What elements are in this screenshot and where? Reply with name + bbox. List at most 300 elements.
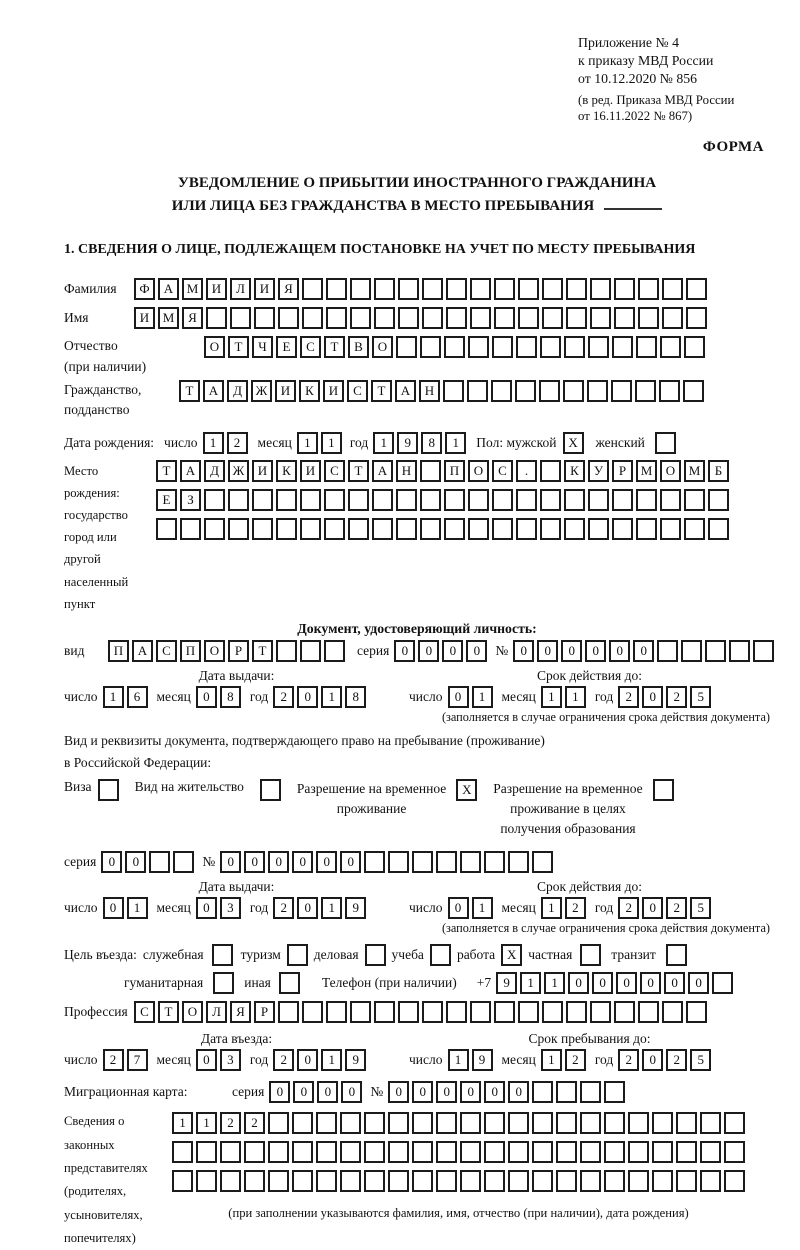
char-cell[interactable] (556, 1112, 577, 1134)
char-cell[interactable]: 0 (568, 972, 589, 994)
char-cell[interactable] (588, 518, 609, 540)
char-cell[interactable] (300, 489, 321, 511)
char-cell[interactable] (436, 1141, 457, 1163)
char-cell[interactable]: . (516, 460, 537, 482)
char-cell[interactable] (350, 278, 371, 300)
char-cell[interactable]: 0 (642, 686, 663, 708)
char-cell[interactable] (364, 1112, 385, 1134)
char-cell[interactable]: Р (254, 1001, 275, 1023)
char-cell[interactable] (372, 518, 393, 540)
char-cell[interactable] (542, 307, 563, 329)
char-cell[interactable] (508, 851, 529, 873)
char-cell[interactable] (492, 518, 513, 540)
char-cell[interactable]: Т (158, 1001, 179, 1023)
char-cell[interactable] (460, 1112, 481, 1134)
char-cell[interactable]: И (206, 278, 227, 300)
char-cell[interactable]: А (132, 640, 153, 662)
char-cell[interactable] (587, 380, 608, 402)
char-cell[interactable]: О (660, 460, 681, 482)
char-cell[interactable] (446, 278, 467, 300)
char-cell[interactable]: А (180, 460, 201, 482)
char-cell[interactable] (539, 380, 560, 402)
char-cell[interactable]: К (276, 460, 297, 482)
char-cell[interactable] (388, 851, 409, 873)
char-cell[interactable]: 1 (544, 972, 565, 994)
char-cell[interactable] (588, 336, 609, 358)
char-cell[interactable]: Т (252, 640, 273, 662)
char-cell[interactable] (244, 1170, 265, 1192)
char-cell[interactable]: Е (276, 336, 297, 358)
char-cell[interactable] (446, 307, 467, 329)
char-cell[interactable] (676, 1112, 697, 1134)
char-cell[interactable] (518, 307, 539, 329)
char-cell[interactable]: И (323, 380, 344, 402)
char-cell[interactable]: 1 (448, 1049, 469, 1071)
char-cell[interactable] (659, 380, 680, 402)
char-cell[interactable]: Ч (252, 336, 273, 358)
char-cell[interactable]: 0 (633, 640, 654, 662)
char-cell[interactable]: 0 (642, 897, 663, 919)
char-cell[interactable] (350, 307, 371, 329)
sex-male-checkbox[interactable]: X (563, 432, 584, 454)
char-cell[interactable] (753, 640, 774, 662)
char-cell[interactable]: Р (228, 640, 249, 662)
char-cell[interactable]: С (347, 380, 368, 402)
char-cell[interactable] (412, 1141, 433, 1163)
purpose-tourism-checkbox[interactable] (287, 944, 308, 966)
char-cell[interactable]: 9 (345, 897, 366, 919)
char-cell[interactable]: 1 (472, 897, 493, 919)
char-cell[interactable]: 0 (640, 972, 661, 994)
char-cell[interactable]: Ж (251, 380, 272, 402)
char-cell[interactable]: 0 (561, 640, 582, 662)
char-cell[interactable]: 2 (273, 1049, 294, 1071)
char-cell[interactable]: 2 (565, 897, 586, 919)
char-cell[interactable]: 0 (642, 1049, 663, 1071)
char-cell[interactable] (460, 851, 481, 873)
char-cell[interactable]: З (180, 489, 201, 511)
char-cell[interactable]: 7 (127, 1049, 148, 1071)
char-cell[interactable] (636, 489, 657, 511)
char-cell[interactable] (604, 1170, 625, 1192)
char-cell[interactable] (636, 518, 657, 540)
char-cell[interactable]: 2 (666, 686, 687, 708)
char-cell[interactable]: 0 (508, 1081, 529, 1103)
char-cell[interactable]: 0 (418, 640, 439, 662)
char-cell[interactable] (684, 518, 705, 540)
char-cell[interactable]: 0 (196, 897, 217, 919)
char-cell[interactable] (540, 489, 561, 511)
char-cell[interactable] (420, 518, 441, 540)
char-cell[interactable] (556, 1081, 577, 1103)
char-cell[interactable] (532, 1141, 553, 1163)
char-cell[interactable]: 1 (203, 432, 224, 454)
char-cell[interactable]: 9 (345, 1049, 366, 1071)
char-cell[interactable]: 0 (196, 1049, 217, 1071)
char-cell[interactable] (468, 518, 489, 540)
char-cell[interactable] (590, 278, 611, 300)
char-cell[interactable] (708, 518, 729, 540)
char-cell[interactable] (326, 1001, 347, 1023)
char-cell[interactable]: 8 (345, 686, 366, 708)
char-cell[interactable]: П (180, 640, 201, 662)
char-cell[interactable]: М (636, 460, 657, 482)
purpose-official-checkbox[interactable] (212, 944, 233, 966)
char-cell[interactable]: 0 (448, 897, 469, 919)
char-cell[interactable] (580, 1141, 601, 1163)
char-cell[interactable]: 0 (297, 897, 318, 919)
char-cell[interactable]: 0 (268, 851, 289, 873)
char-cell[interactable] (566, 307, 587, 329)
char-cell[interactable]: 2 (103, 1049, 124, 1071)
char-cell[interactable]: 0 (101, 851, 122, 873)
char-cell[interactable] (316, 1170, 337, 1192)
char-cell[interactable]: 2 (273, 897, 294, 919)
char-cell[interactable]: О (204, 640, 225, 662)
char-cell[interactable]: 8 (421, 432, 442, 454)
char-cell[interactable]: Р (612, 460, 633, 482)
char-cell[interactable]: 2 (565, 1049, 586, 1071)
sex-female-checkbox[interactable] (655, 432, 676, 454)
char-cell[interactable] (340, 1112, 361, 1134)
char-cell[interactable] (254, 307, 275, 329)
char-cell[interactable] (516, 336, 537, 358)
char-cell[interactable] (422, 1001, 443, 1023)
char-cell[interactable] (244, 1141, 265, 1163)
char-cell[interactable] (276, 489, 297, 511)
char-cell[interactable] (300, 640, 321, 662)
char-cell[interactable]: Л (206, 1001, 227, 1023)
char-cell[interactable]: 2 (618, 686, 639, 708)
char-cell[interactable]: Е (156, 489, 177, 511)
char-cell[interactable]: 0 (585, 640, 606, 662)
char-cell[interactable]: 8 (220, 686, 241, 708)
char-cell[interactable]: С (300, 336, 321, 358)
char-cell[interactable] (422, 307, 443, 329)
char-cell[interactable]: 1 (321, 432, 342, 454)
char-cell[interactable]: 0 (388, 1081, 409, 1103)
char-cell[interactable] (172, 1170, 193, 1192)
char-cell[interactable]: 2 (666, 897, 687, 919)
char-cell[interactable] (348, 518, 369, 540)
char-cell[interactable]: 0 (103, 897, 124, 919)
char-cell[interactable] (422, 278, 443, 300)
char-cell[interactable] (515, 380, 536, 402)
char-cell[interactable] (580, 1112, 601, 1134)
char-cell[interactable] (564, 489, 585, 511)
char-cell[interactable] (556, 1170, 577, 1192)
char-cell[interactable]: 0 (609, 640, 630, 662)
char-cell[interactable] (316, 1141, 337, 1163)
char-cell[interactable] (724, 1141, 745, 1163)
char-cell[interactable]: 0 (220, 851, 241, 873)
char-cell[interactable] (700, 1112, 721, 1134)
char-cell[interactable]: 9 (472, 1049, 493, 1071)
char-cell[interactable] (614, 278, 635, 300)
char-cell[interactable] (388, 1141, 409, 1163)
char-cell[interactable] (316, 1112, 337, 1134)
char-cell[interactable] (470, 1001, 491, 1023)
char-cell[interactable] (276, 640, 297, 662)
char-cell[interactable]: 1 (445, 432, 466, 454)
char-cell[interactable] (636, 336, 657, 358)
char-cell[interactable] (173, 851, 194, 873)
char-cell[interactable] (292, 1141, 313, 1163)
char-cell[interactable] (724, 1112, 745, 1134)
char-cell[interactable] (364, 1170, 385, 1192)
char-cell[interactable]: Т (179, 380, 200, 402)
char-cell[interactable] (700, 1170, 721, 1192)
char-cell[interactable] (470, 307, 491, 329)
char-cell[interactable]: О (182, 1001, 203, 1023)
char-cell[interactable] (652, 1141, 673, 1163)
char-cell[interactable] (292, 1112, 313, 1134)
char-cell[interactable]: 1 (127, 897, 148, 919)
char-cell[interactable] (686, 1001, 707, 1023)
char-cell[interactable] (326, 307, 347, 329)
residence-permit-checkbox[interactable] (260, 779, 281, 801)
char-cell[interactable] (494, 307, 515, 329)
char-cell[interactable] (611, 380, 632, 402)
char-cell[interactable] (228, 489, 249, 511)
char-cell[interactable]: 0 (317, 1081, 338, 1103)
char-cell[interactable]: 0 (340, 851, 361, 873)
char-cell[interactable] (484, 851, 505, 873)
char-cell[interactable]: А (395, 380, 416, 402)
char-cell[interactable]: 1 (373, 432, 394, 454)
char-cell[interactable] (398, 307, 419, 329)
char-cell[interactable]: У (588, 460, 609, 482)
char-cell[interactable] (612, 518, 633, 540)
char-cell[interactable]: А (158, 278, 179, 300)
char-cell[interactable]: О (372, 336, 393, 358)
char-cell[interactable] (388, 1170, 409, 1192)
char-cell[interactable] (556, 1141, 577, 1163)
char-cell[interactable] (708, 489, 729, 511)
char-cell[interactable] (662, 278, 683, 300)
char-cell[interactable] (635, 380, 656, 402)
char-cell[interactable] (172, 1141, 193, 1163)
char-cell[interactable] (444, 489, 465, 511)
char-cell[interactable] (292, 1170, 313, 1192)
char-cell[interactable]: И (254, 278, 275, 300)
char-cell[interactable] (278, 307, 299, 329)
char-cell[interactable] (374, 278, 395, 300)
char-cell[interactable] (230, 307, 251, 329)
char-cell[interactable] (564, 336, 585, 358)
char-cell[interactable] (412, 1170, 433, 1192)
char-cell[interactable]: 2 (244, 1112, 265, 1134)
char-cell[interactable] (220, 1170, 241, 1192)
char-cell[interactable]: 1 (541, 897, 562, 919)
char-cell[interactable]: Т (348, 460, 369, 482)
char-cell[interactable] (206, 307, 227, 329)
char-cell[interactable] (614, 1001, 635, 1023)
char-cell[interactable] (628, 1170, 649, 1192)
char-cell[interactable] (652, 1112, 673, 1134)
char-cell[interactable]: 2 (618, 897, 639, 919)
char-cell[interactable] (612, 336, 633, 358)
char-cell[interactable] (252, 489, 273, 511)
char-cell[interactable] (638, 1001, 659, 1023)
char-cell[interactable]: 0 (592, 972, 613, 994)
purpose-other-checkbox[interactable] (279, 972, 300, 994)
char-cell[interactable]: 2 (220, 1112, 241, 1134)
char-cell[interactable] (532, 1081, 553, 1103)
char-cell[interactable] (436, 1170, 457, 1192)
char-cell[interactable] (491, 380, 512, 402)
char-cell[interactable] (628, 1112, 649, 1134)
char-cell[interactable] (302, 1001, 323, 1023)
char-cell[interactable]: 0 (293, 1081, 314, 1103)
char-cell[interactable]: 1 (321, 1049, 342, 1071)
char-cell[interactable] (420, 460, 441, 482)
char-cell[interactable]: 0 (412, 1081, 433, 1103)
char-cell[interactable]: Н (419, 380, 440, 402)
char-cell[interactable] (540, 460, 561, 482)
char-cell[interactable]: И (275, 380, 296, 402)
char-cell[interactable] (660, 336, 681, 358)
purpose-private-checkbox[interactable] (580, 944, 601, 966)
char-cell[interactable]: 1 (172, 1112, 193, 1134)
char-cell[interactable]: Д (204, 460, 225, 482)
char-cell[interactable] (532, 1170, 553, 1192)
char-cell[interactable]: 1 (565, 686, 586, 708)
char-cell[interactable]: Т (371, 380, 392, 402)
char-cell[interactable] (657, 640, 678, 662)
char-cell[interactable] (300, 518, 321, 540)
char-cell[interactable] (340, 1170, 361, 1192)
char-cell[interactable]: А (203, 380, 224, 402)
char-cell[interactable] (149, 851, 170, 873)
char-cell[interactable]: 1 (297, 432, 318, 454)
temp-residence-edu-checkbox[interactable] (653, 779, 674, 801)
char-cell[interactable] (628, 1141, 649, 1163)
char-cell[interactable]: 0 (394, 640, 415, 662)
char-cell[interactable] (492, 489, 513, 511)
char-cell[interactable] (662, 307, 683, 329)
char-cell[interactable]: Ж (228, 460, 249, 482)
char-cell[interactable]: М (158, 307, 179, 329)
char-cell[interactable] (252, 518, 273, 540)
purpose-work-checkbox[interactable]: X (501, 944, 522, 966)
char-cell[interactable] (660, 489, 681, 511)
char-cell[interactable] (563, 380, 584, 402)
char-cell[interactable] (494, 1001, 515, 1023)
char-cell[interactable] (542, 1001, 563, 1023)
char-cell[interactable]: С (156, 640, 177, 662)
char-cell[interactable]: 0 (537, 640, 558, 662)
char-cell[interactable] (684, 489, 705, 511)
char-cell[interactable]: 0 (664, 972, 685, 994)
char-cell[interactable] (340, 1141, 361, 1163)
char-cell[interactable] (268, 1112, 289, 1134)
char-cell[interactable] (516, 518, 537, 540)
char-cell[interactable] (412, 1112, 433, 1134)
char-cell[interactable] (398, 278, 419, 300)
char-cell[interactable] (508, 1112, 529, 1134)
char-cell[interactable] (729, 640, 750, 662)
char-cell[interactable]: 0 (436, 1081, 457, 1103)
char-cell[interactable] (676, 1170, 697, 1192)
char-cell[interactable] (700, 1141, 721, 1163)
char-cell[interactable] (196, 1170, 217, 1192)
char-cell[interactable]: 0 (125, 851, 146, 873)
char-cell[interactable] (460, 1170, 481, 1192)
char-cell[interactable] (388, 1112, 409, 1134)
char-cell[interactable] (220, 1141, 241, 1163)
char-cell[interactable] (686, 278, 707, 300)
char-cell[interactable] (612, 489, 633, 511)
char-cell[interactable]: С (324, 460, 345, 482)
char-cell[interactable] (662, 1001, 683, 1023)
char-cell[interactable] (686, 307, 707, 329)
char-cell[interactable] (444, 518, 465, 540)
char-cell[interactable]: 1 (103, 686, 124, 708)
purpose-humanitarian-checkbox[interactable] (213, 972, 234, 994)
char-cell[interactable]: 1 (541, 1049, 562, 1071)
char-cell[interactable]: 0 (341, 1081, 362, 1103)
char-cell[interactable] (724, 1170, 745, 1192)
char-cell[interactable] (204, 489, 225, 511)
char-cell[interactable]: 5 (690, 686, 711, 708)
char-cell[interactable]: 9 (496, 972, 517, 994)
char-cell[interactable] (324, 489, 345, 511)
char-cell[interactable] (276, 518, 297, 540)
char-cell[interactable] (350, 1001, 371, 1023)
char-cell[interactable]: 0 (196, 686, 217, 708)
char-cell[interactable] (374, 307, 395, 329)
char-cell[interactable]: И (252, 460, 273, 482)
char-cell[interactable]: 2 (618, 1049, 639, 1071)
char-cell[interactable]: 0 (460, 1081, 481, 1103)
char-cell[interactable] (652, 1170, 673, 1192)
char-cell[interactable]: 1 (321, 897, 342, 919)
char-cell[interactable] (484, 1170, 505, 1192)
char-cell[interactable] (446, 1001, 467, 1023)
char-cell[interactable] (412, 851, 433, 873)
char-cell[interactable]: Т (156, 460, 177, 482)
char-cell[interactable]: 5 (690, 1049, 711, 1071)
char-cell[interactable] (604, 1112, 625, 1134)
char-cell[interactable] (374, 1001, 395, 1023)
char-cell[interactable] (604, 1141, 625, 1163)
char-cell[interactable] (156, 518, 177, 540)
char-cell[interactable]: С (134, 1001, 155, 1023)
char-cell[interactable] (326, 278, 347, 300)
temp-residence-checkbox[interactable]: X (456, 779, 477, 801)
char-cell[interactable] (420, 336, 441, 358)
char-cell[interactable] (436, 851, 457, 873)
char-cell[interactable]: 0 (269, 1081, 290, 1103)
char-cell[interactable] (196, 1141, 217, 1163)
char-cell[interactable] (542, 278, 563, 300)
char-cell[interactable] (532, 1112, 553, 1134)
char-cell[interactable] (324, 518, 345, 540)
char-cell[interactable] (180, 518, 201, 540)
char-cell[interactable] (676, 1141, 697, 1163)
char-cell[interactable] (564, 518, 585, 540)
char-cell[interactable]: 0 (484, 1081, 505, 1103)
char-cell[interactable]: 1 (321, 686, 342, 708)
visa-checkbox[interactable] (98, 779, 119, 801)
char-cell[interactable] (518, 1001, 539, 1023)
char-cell[interactable]: Т (324, 336, 345, 358)
char-cell[interactable]: 1 (472, 686, 493, 708)
char-cell[interactable]: 3 (220, 1049, 241, 1071)
char-cell[interactable] (278, 1001, 299, 1023)
char-cell[interactable]: Ф (134, 278, 155, 300)
